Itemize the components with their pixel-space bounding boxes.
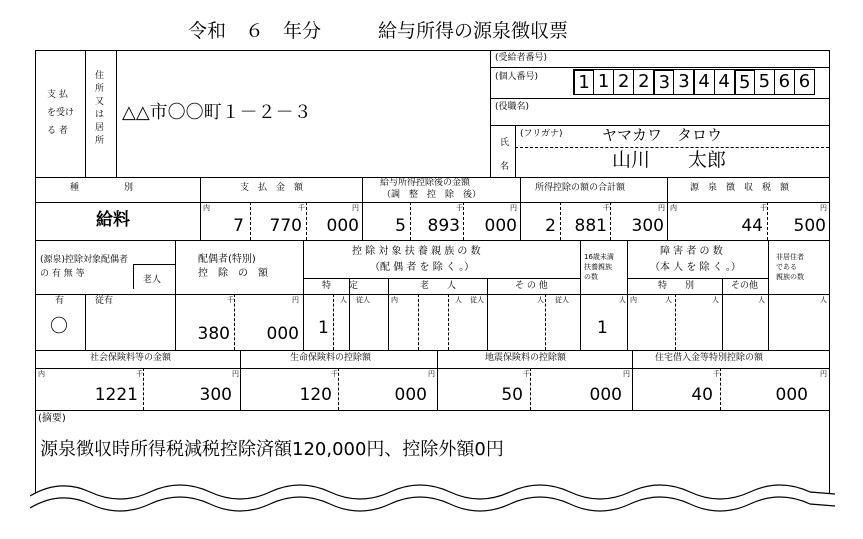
spouse-mark: 〇 [50, 316, 68, 337]
yen-mark: 円 [820, 370, 827, 378]
header-payment: 支 払 金 額 [240, 183, 304, 193]
personal-number-digit: 4 [694, 69, 715, 95]
yen-mark: 円 [428, 370, 435, 378]
housing-yen: 000 [775, 385, 808, 405]
inner-mark: 内 [38, 370, 45, 378]
personal-number-digit: 1 [573, 69, 594, 95]
disabled-sub: （本 人 を 除 く 。） [650, 262, 741, 273]
person-mark: 人 [455, 296, 462, 304]
thousand-mark: 千 [227, 296, 234, 304]
header-after-deduction: 給与所得控除後の金額 [380, 178, 471, 188]
thousand-mark: 千 [136, 370, 143, 378]
dependents-header: 控 除 対 象 扶 養 親 族 の 数 [352, 246, 481, 257]
withholding-yen: 500 [793, 216, 826, 236]
yen-mark: 円 [623, 370, 630, 378]
dep-specific-label: 特 定 [322, 281, 359, 291]
deduction-total-thousands: 881 [574, 216, 607, 236]
after-deduction-thousands: 893 [427, 216, 460, 236]
torn-edge [30, 478, 835, 539]
thousand-mark: 千 [298, 204, 305, 212]
dep-other-label: そ の 他 [515, 281, 548, 291]
header-life: 生命保険料の控除額 [290, 353, 372, 363]
assist-mark: 従人 [555, 296, 569, 304]
social-thousands: 1221 [94, 385, 138, 405]
housing-thousands: 40 [691, 385, 713, 405]
header-kind: 種 別 [70, 183, 134, 193]
furigana-label: (フリガナ) [520, 129, 563, 139]
page-title: 令和 ６ 年分 給与所得の源泉徴収票 [188, 20, 569, 42]
disabled-special-label: 特 別 [658, 281, 695, 291]
yen-mark: 円 [232, 370, 239, 378]
after-deduction-millions: 5 [395, 216, 406, 236]
deduction-total-yen: 300 [631, 216, 664, 236]
position-label: (役職名) [495, 102, 530, 112]
nonresident-header: 非居住者 である 親族の数 [776, 253, 804, 281]
kind-value: 給料 [96, 210, 130, 230]
personal-number-digit: 3 [673, 69, 694, 95]
personal-number-digit: 6 [794, 69, 815, 95]
inner-mark: 内 [630, 296, 637, 304]
thousand-mark: 千 [713, 370, 720, 378]
name-label: 氏 名 [500, 138, 510, 172]
header-after-deduction-sub: （調 整 控 除 後） [382, 190, 482, 200]
spouse-deduction-yen: 000 [266, 324, 299, 344]
yen-mark: 円 [658, 204, 665, 212]
yen-mark: 円 [292, 296, 299, 304]
personal-number-digit: 4 [714, 69, 735, 95]
person-mark: 人 [665, 296, 672, 304]
personal-no-label: (個人番号) [495, 72, 539, 82]
has-label: 有 [55, 296, 65, 306]
personal-number-boxes [573, 69, 814, 95]
yen-mark: 円 [352, 204, 359, 212]
personal-number-digit: 6 [774, 69, 795, 95]
disabled-header: 障 害 者 の 数 [660, 246, 723, 257]
dep-elderly-label: 老 人 [420, 281, 457, 291]
yen-mark: 円 [510, 204, 517, 212]
person-mark: 人 [758, 296, 765, 304]
under16-count: 1 [597, 318, 608, 338]
personal-number-digit: 5 [754, 69, 775, 95]
earthquake-yen: 000 [589, 385, 622, 405]
yen-mark: 円 [820, 204, 827, 212]
earthquake-thousands: 50 [501, 385, 523, 405]
spouse-header: (源泉)控除対象配偶者 の 有 無 等 [40, 255, 129, 279]
summary-label: (摘要) [38, 413, 66, 424]
assist-mark: 従人 [470, 296, 484, 304]
address-label: 住 所 又 は 居 所 [95, 71, 105, 146]
thousand-mark: 千 [603, 204, 610, 212]
spouse-deduction-thousands: 380 [197, 324, 230, 344]
header-deduction-total: 所得控除の額の合計額 [535, 183, 626, 193]
withholding-thousands: 44 [741, 216, 763, 236]
personal-number-digit: 1 [593, 69, 614, 95]
personal-number-digit: 5 [734, 69, 755, 95]
thousand-mark: 千 [760, 204, 767, 212]
thousand-mark: 千 [456, 204, 463, 212]
address-value: △△市〇〇町１－２－３ [122, 102, 312, 123]
person-mark: 人 [537, 296, 544, 304]
furigana-value: ヤマカワ タロウ [602, 126, 723, 144]
assist-mark: 従人 [356, 296, 370, 304]
personal-number-digit: 2 [613, 69, 634, 95]
person-mark: 人 [619, 296, 626, 304]
recipient-no-label: (受給者番号) [495, 53, 548, 63]
header-housing: 住宅借入金等特別控除の額 [655, 353, 764, 363]
elderly-label: 老人 [143, 275, 162, 285]
name-value: 山川 太郎 [612, 149, 727, 171]
assist-label: 従有 [95, 296, 114, 306]
life-thousands: 120 [299, 385, 332, 405]
social-yen: 300 [199, 385, 232, 405]
header-social: 社会保険料等の金額 [90, 353, 172, 363]
header-withholding: 源 泉 徴 収 税 額 [690, 183, 790, 193]
dep-specific-count: 1 [318, 318, 329, 338]
disabled-other-label: その他 [731, 281, 759, 291]
inner-mark: 内 [670, 204, 677, 212]
inner-mark: 内 [391, 296, 398, 304]
payment-thousands: 770 [269, 216, 302, 236]
after-deduction-yen: 000 [484, 216, 517, 236]
thousand-mark: 千 [331, 370, 338, 378]
dependents-sub: （配 偶 者 を 除 く 。） [370, 262, 475, 273]
person-mark: 人 [712, 296, 719, 304]
personal-number-digit: 3 [653, 69, 674, 95]
life-yen: 000 [394, 385, 427, 405]
payment-millions: 7 [233, 216, 244, 236]
personal-number-digit: 2 [633, 69, 654, 95]
deduction-total-millions: 2 [545, 216, 556, 236]
summary-text: 源泉徴収時所得税減税控除済額120,000円、控除外額0円 [40, 439, 504, 460]
person-mark: 人 [340, 296, 347, 304]
person-mark: 人 [820, 296, 827, 304]
payment-yen: 000 [326, 216, 359, 236]
header-earthquake: 地震保険料の控除額 [485, 353, 567, 363]
payer-label: 支 払 を受け る 者 [47, 90, 75, 136]
spouse-special-header: 配偶者(特別) 控 除 の 額 [198, 254, 268, 279]
under16-header: 16歳未満 扶養親族 の数 [584, 253, 614, 281]
inner-mark: 内 [203, 204, 210, 212]
thousand-mark: 千 [523, 370, 530, 378]
